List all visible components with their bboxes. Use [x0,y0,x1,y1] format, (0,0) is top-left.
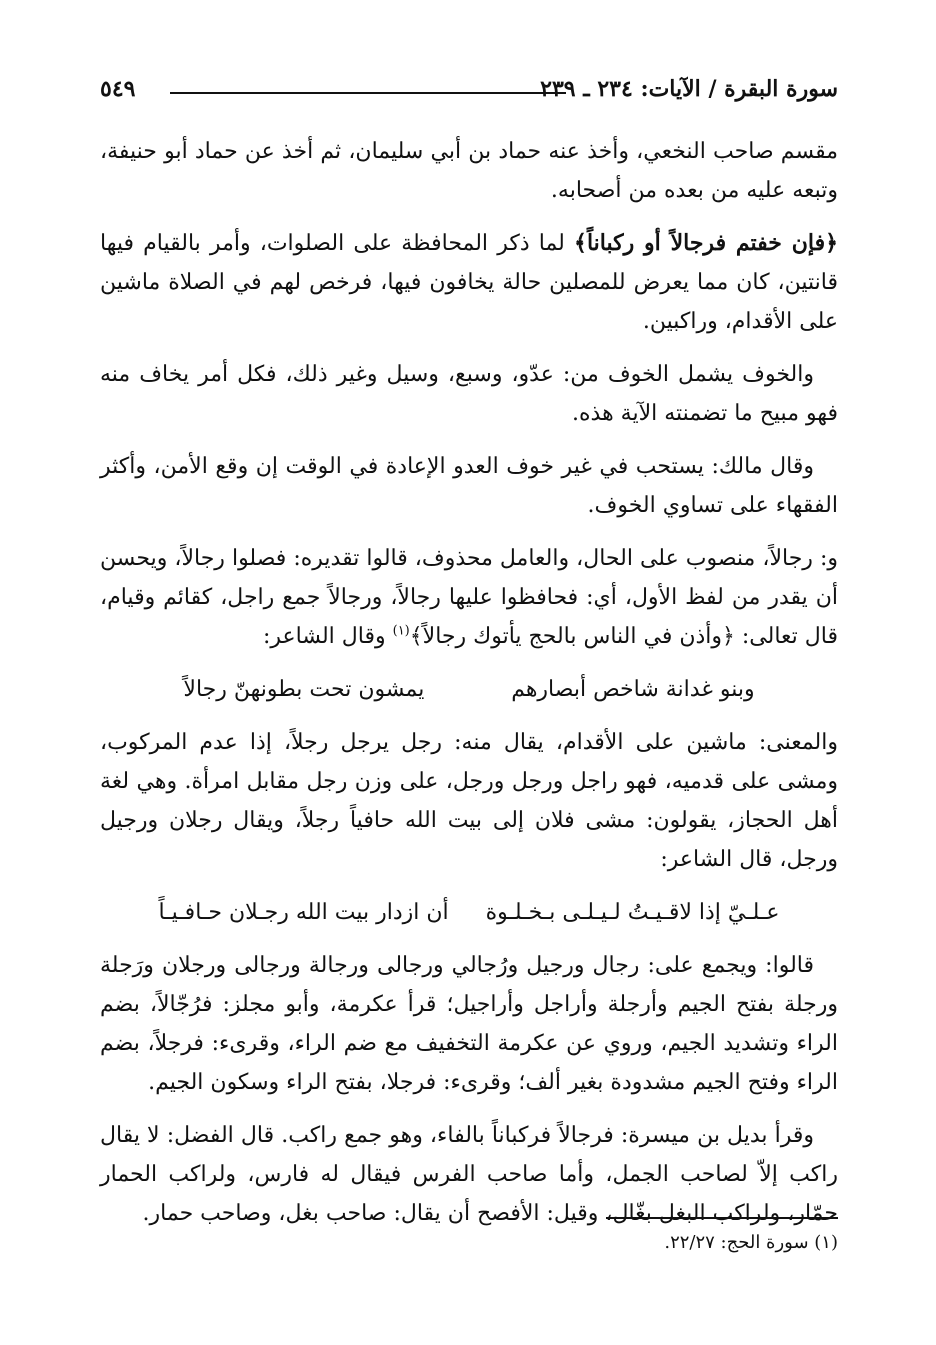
header-rule [170,92,566,94]
poem-verse-1 [140,670,798,709]
paragraph-5-tail: وقال الشاعر: [262,624,393,649]
paragraph-3: والخوف يشمل الخوف من: عدّو، وسبع، وسيل وغير ذلك، فكل أمر يخاف منه فهو مبيح ما تضمنته الآية هذه. [100,362,838,426]
poem-2-second-hemistich: أن ازدار بيت الله رجـلان حـافـيـاً [158,900,449,925]
paragraph-8: وقرأ بديل بن ميسرة: فرجالاً فركباناً بالفاء، وهو جمع راكب. قال الفضل: لا يقال راكب إلاّ لصاحب الجمل، وأما صاحب الفرس فيقال له فارس، ولراكب الحمار حمّار، ولراكب البغل بغّال، وقيل: الأفصح أن يقال: صاحب بغل، وصاحب حمار. [100,1123,838,1226]
paragraph-2-text: لما ذكر المحافظة على الصلوات، وأمر بالقيام فيها قانتين، كان مما يعرض للمصلين حالة يخافون فيها، فرخص لهم في الصلاة ماشين على الأقدام، وراكبين. [100,231,838,334]
running-header [100,76,838,112]
paragraph-7: قالوا: ويجمع على: رجال ورجيل ورُجالي ورجالى ورجالة ورجالى ورجلان ورَجلة ورجلة بفتح الجيم وأرجلة وأراجل وأراجيل؛ قرأ عكرمة، وأبو مجلز: فرُجّالاً، بضم الراء وتشديد الجيم، وروي عن عكرمة التخفيف مع ضم الراء، وقرىء: فرجلاً، بضم الراء وفتح الجيم مشدودة بغير ألف؛ وقرىء: فرجلا، بفتح الراء وسكون الجيم. [100,953,838,1095]
poem-2-first-hemistich: عـلـيّ إذا لاقـيـتُ لـيـلـى بـخـلـوة [485,900,780,925]
poem-1-second-hemistich: يمشون تحت بطونهنّ رجالاً [183,677,425,702]
footnote-rule [606,1217,838,1219]
paragraph-1: مقسم صاحب النخعي، وأخذ عنه حماد بن أبي سليمان، ثم أخذ عن حماد أبو حنيفة، وتبعه عليه من بعده من أصحابه. [100,139,838,203]
paragraph-5 [100,539,838,656]
page-body [100,132,838,1247]
footnote-marker: (١) [392,623,410,639]
paragraph-4: وقال مالك: يستحب في غير خوف العدو الإعادة في الوقت إن وقع الأمن، وأكثر الفقهاء على تساوي الخوف. [100,454,838,518]
poem-1-first-hemistich: وبنو غدانة شاخص أبصارهم [511,677,755,702]
paragraph-6: والمعنى: ماشين على الأقدام، يقال منه: رجل يرجل رجلاً، إذا عدم المركوب، ومشى على قدميه، فهو راجل ورجل ورجل، على وزن رجل مقابل امرأة. وهي لغة أهل الحجاز، يقولون: مشى فلان إلى بيت الله حافياً رجلاً، ويقال رجلان ورجيل ورجل، قال الشاعر: [100,730,838,872]
paragraph-2 [100,224,838,341]
quran-verse: ﴿فإن خفتم فرجالاً أو ركباناً﴾ [574,230,838,256]
header-title: سورة البقرة / الآيات: ٢٣٤ ـ ٢٣٩ [540,76,838,102]
poem-verse-2 [140,893,798,932]
footnote: (١) سورة الحج: ٢٢/٢٧. [664,1232,838,1253]
page-number: ٥٤٩ [100,76,136,102]
paragraph-5-text: و: رجالاً، منصوب على الحال، والعامل محذوف، قالوا تقديره: فصلوا رجالاً، ويحسن أن يقدر من لفظ الأول، أي: فحافظوا عليها رجالاً، ورجالاً جمع راجل، كقائم وقيام، قال تعالى: ﴿وأذن في الناس بالحج يأتوك رجالاً﴾ [100,546,838,649]
